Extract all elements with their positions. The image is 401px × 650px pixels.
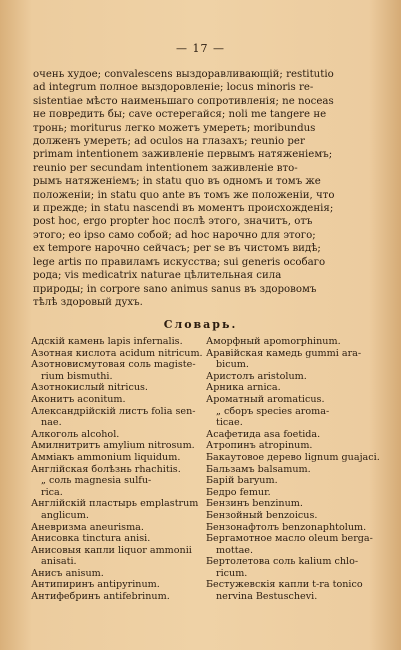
text-line: этого; eo ipso само собой; ad hoc нарочно для этого; bbox=[33, 229, 316, 241]
dictionary-entry: Ароматный aromaticus. bbox=[206, 393, 325, 405]
text-line: lege artis по правиламъ искусства; sui generis особаго bbox=[33, 256, 326, 268]
text-line: primam intentionem заживленіе первымъ натяженіемъ; bbox=[33, 149, 333, 161]
dictionary-entry: Азотнокислый nitricus. bbox=[31, 382, 148, 394]
dictionary-entry: Бакаутовое дерево lignum guajaci. bbox=[206, 451, 380, 463]
dictionary-left-column bbox=[31, 336, 206, 603]
dictionary-entry: Бензойный benzoicus. bbox=[206, 509, 318, 521]
dictionary-entry: Бестужевскія капли t-ra tonico bbox=[206, 579, 363, 591]
text-line: sistentiae мѣсто наименьшаго сопротивленія; ne noceas bbox=[33, 95, 334, 107]
dictionary-entry: Аморфный apomorphinum. bbox=[206, 336, 341, 347]
text-line: ex tempore нарочно сейчасъ; per se въ чистомъ видѣ; bbox=[33, 243, 321, 255]
dictionary-entry: Барій baryum. bbox=[206, 475, 278, 487]
dictionary-entry: Аконитъ aconitum. bbox=[31, 393, 126, 405]
dictionary-entry: Бензонафтолъ benzonaphtolum. bbox=[206, 521, 367, 533]
dictionary-entry: „ соль magnesia sulfu- bbox=[41, 475, 152, 487]
dictionary-entry: Анисовыя капли liquor ammonii bbox=[31, 544, 192, 556]
text-line: тѣлѣ здоровый духъ. bbox=[33, 296, 143, 308]
dictionary-heading: Словарь. bbox=[163, 318, 238, 331]
dictionary-entry: Аневризма aneurisma. bbox=[31, 521, 144, 533]
dictionary-entry: Бедро femur. bbox=[206, 486, 271, 498]
dictionary-entry: Атропинъ atropinum. bbox=[206, 440, 313, 452]
dictionary-entry: Бензинъ benzinum. bbox=[206, 498, 303, 510]
text-line: не повредить бы; cave остерегайся; noli me tangere не bbox=[33, 109, 327, 121]
text-line: reunio per secundam intentionem заживленіе вто- bbox=[33, 162, 298, 174]
dictionary-entry-continuation: ricum. bbox=[216, 567, 248, 579]
dictionary-entry-continuation: mottae. bbox=[216, 544, 254, 556]
dictionary-entry: Анисъ anisum. bbox=[31, 567, 104, 579]
dictionary-entry: Англійскій пластырь emplastrum bbox=[31, 498, 199, 510]
dictionary-entry-continuation: rium bismuthi. bbox=[41, 370, 113, 382]
dictionary-entry: Антипиринъ antipyrinum. bbox=[31, 579, 160, 591]
text-line: и прежде; in statu nascendi въ моментъ происхожденія; bbox=[33, 203, 334, 215]
dictionary-entry: Аравійская камедь gummi ara- bbox=[206, 347, 362, 359]
dictionary-entry: Бертолетова соль kalium chlo- bbox=[206, 556, 359, 568]
text-line: рымъ натяженіемъ; in statu quo въ одномъ и томъ же bbox=[33, 176, 321, 188]
dictionary bbox=[31, 336, 381, 603]
dictionary-entry-continuation: nervina Bestuschevi. bbox=[216, 591, 318, 603]
dictionary-entry-continuation: bicum. bbox=[216, 359, 249, 371]
dictionary-entry-continuation: nae. bbox=[41, 417, 62, 429]
text-line: очень худое; convalescens выздоравливающій; restitutio bbox=[33, 69, 334, 80]
dictionary-entry: Аммiакъ ammonium liquidum. bbox=[31, 451, 181, 463]
text-line: ad integrum полное выздоровленіе; locus minoris re- bbox=[33, 82, 314, 94]
text-line: post hoc, ergo propter hoc послѣ этого, значитъ, отъ bbox=[33, 216, 313, 228]
dictionary-entry: Азотновисмутовая соль magiste- bbox=[31, 359, 196, 371]
latin-phrases-paragraph bbox=[33, 68, 378, 309]
dictionary-entry: Англійская болѣзнь rhachitis. bbox=[31, 463, 181, 475]
text-line: тронь; moriturus легко можетъ умереть; moribundus bbox=[33, 122, 316, 134]
text-line: долженъ умереть; ad oculos на глазахъ; reunio per bbox=[33, 136, 305, 148]
dictionary-entry: Антифебринъ antifebrinum. bbox=[31, 591, 170, 603]
text-line: рода; vis medicatrix naturae цѣлительная сила bbox=[33, 270, 282, 282]
dictionary-entry-continuation: rica. bbox=[41, 486, 63, 498]
dictionary-entry: Анисовка tinctura anisi. bbox=[31, 533, 151, 545]
dictionary-entry-continuation: anglicum. bbox=[41, 509, 89, 521]
dictionary-entry: Амилнитритъ amylium nitrosum. bbox=[31, 440, 195, 452]
dictionary-entry: Бергамотное масло oleum berga- bbox=[206, 533, 373, 545]
dictionary-entry-continuation: ticae. bbox=[216, 417, 243, 429]
dictionary-entry: Бальзамъ balsamum. bbox=[206, 463, 311, 475]
text-line: положеніи; in statu quo ante въ томъ же положеніи, что bbox=[33, 189, 335, 201]
dictionary-entry: Адскій камень lapis infernalis. bbox=[31, 336, 183, 347]
dictionary-entry-continuation: anisati. bbox=[41, 556, 77, 568]
dictionary-entry: Арника arnica. bbox=[206, 382, 281, 394]
dictionary-entry: Азотная кислота acidum nitricum. bbox=[31, 347, 203, 359]
text-line: природы; in corpore sano animus sanus въ здоровомъ bbox=[33, 283, 317, 295]
dictionary-entry: Александрійскій листъ folia sen- bbox=[31, 405, 196, 417]
dictionary-entry: Асафетида asa foetida. bbox=[206, 428, 321, 440]
dictionary-entry: „ сборъ species aroma- bbox=[216, 405, 330, 417]
dictionary-entry: Аристолъ aristolum. bbox=[206, 370, 307, 382]
page-number: — 17 — bbox=[176, 42, 225, 55]
dictionary-right-column bbox=[206, 336, 381, 603]
dictionary-entry: Алкоголь alcohol. bbox=[31, 428, 120, 440]
